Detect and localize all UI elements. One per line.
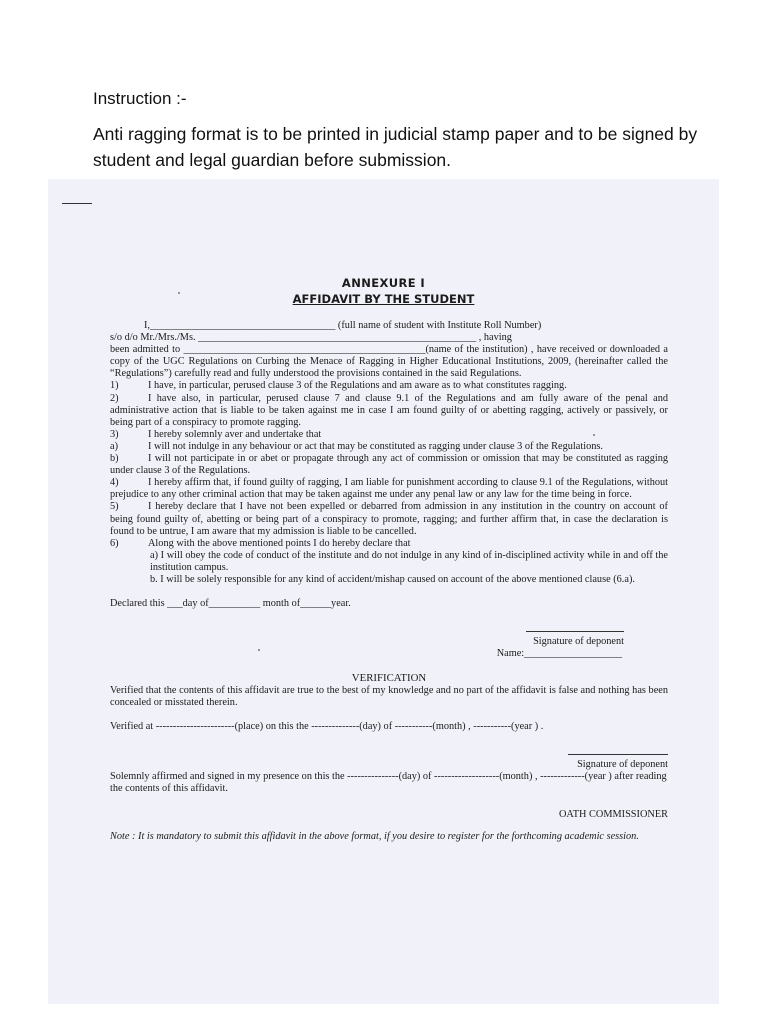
signature-label-2: Signature of deponent <box>577 758 668 770</box>
affidavit-title: AFFIDAVIT BY THE STUDENT <box>292 292 475 306</box>
annexure-title: ANNEXURE I <box>341 276 426 290</box>
pen-mark <box>62 203 92 204</box>
declared-line: Declared this ___day of__________ month of______year. <box>110 598 351 610</box>
clause-b: I will not participate in or abet or propagate through any act of commission or omission that may be constituted as ragging under clause 3 of the Regulations. <box>110 453 668 477</box>
instruction-text: Anti ragging format is to be printed in judicial stamp paper and to be signed by student and legal guardian before submission. <box>93 124 698 170</box>
clause-4: I hereby affirm that, if found guilty of ragging, I am liable for punishment according to clause 9.1 of the Regulations, without prejudice to any other criminal action that may be taken against me under any penal law or any law for the time being in force. <box>110 477 668 501</box>
clause-a: I will not indulge in any behaviour or act that may be constituted as ragging under clause 3 of the Regulations. <box>148 440 603 452</box>
clause-3: I hereby solemnly aver and undertake that <box>148 428 322 440</box>
clause-number: 1) <box>110 380 119 392</box>
clause-6a: a) I will obey the code of conduct of the institute and do not indulge in any kind of in-disciplined activity while in and off the institution campus. <box>150 549 668 573</box>
clause-number: 5) <box>110 501 119 513</box>
clause-number: 4) <box>110 477 119 489</box>
intro-line-1: I,____________________________________ (full name of student with Institute Roll Number) <box>144 320 542 331</box>
clause-5: I hereby declare that I have not been expelled or debarred from admission in any institution in the country on account of being found guilty of, abetting or being part of a conspiracy to promote, ragging; and further affirm that, in case the declaration is found to be untrue, I am aware that my admission is liable to be cancelled. <box>110 501 668 537</box>
signature-line <box>568 754 668 755</box>
affidavit-body <box>110 320 668 843</box>
clause-1: I have, in particular, perused clause 3 of the Regulations and am aware as to what constitutes ragging. <box>148 380 567 392</box>
clause-number: 2) <box>110 392 119 404</box>
clause-6: Along with the above mentioned points I do hereby declare that <box>148 537 411 549</box>
clause-number: 6) <box>110 537 119 549</box>
intro-line-2: s/o d/o Mr./Mrs./Ms. ______________________________________________________ , having <box>110 332 512 344</box>
affidavit-scan <box>48 179 719 1004</box>
intro-line-3: been admitted to _______________________________________________(name of the institution) , have received or downloaded a copy of the UGC Regulations on Curbing the Menace of Ragging in Higher Educational Institutions, 2009, (hereinafter called the “Regulations”) carefully read and fully understood the provisions contained in the said Regulations. <box>110 344 668 380</box>
clause-number: 3) <box>110 428 119 440</box>
name-field: Name:___________________ <box>496 648 622 660</box>
signature-line <box>526 631 624 632</box>
clause-2: I have also, in particular, perused clause 7 and clause 9.1 of the Regulations and am fully aware of the penal and administrative action that is liable to be taken against me in case I am found guilty of or abetting ragging, actively or passively, or being part of a conspiracy to promote ragging. <box>110 392 668 428</box>
clause-number: a) <box>110 440 118 452</box>
verification-text: Verified that the contents of this affidavit are true to the best of my knowledge and no part of the affidavit is false and nothing has been concealed or misstated therein. <box>110 684 668 708</box>
signature-label: Signature of deponent <box>533 636 624 648</box>
clause-number: b) <box>110 453 119 465</box>
note-text: Note : It is mandatory to submit this affidavit in the above format, if you desire to register for the forthcoming academic session. <box>110 831 639 843</box>
solemnly-affirmed-text: Solemnly affirmed and signed in my presence on this the ---------------(day) of -------------------(month) , -------------(year ) after reading the contents of this affidavit. <box>110 771 667 795</box>
oath-commissioner: OATH COMMISSIONER <box>559 809 668 821</box>
verification-title: VERIFICATION <box>351 672 427 685</box>
clause-6b: b. I will be solely responsible for any kind of accident/mishap caused on account of the above mentioned clause (6.a). <box>150 573 635 585</box>
instruction-heading: Instruction :- <box>93 89 187 108</box>
verified-at-line: Verified at -----------------------(place) on this the --------------(day) of -----------(month) , -----------(year ) . <box>110 720 544 732</box>
